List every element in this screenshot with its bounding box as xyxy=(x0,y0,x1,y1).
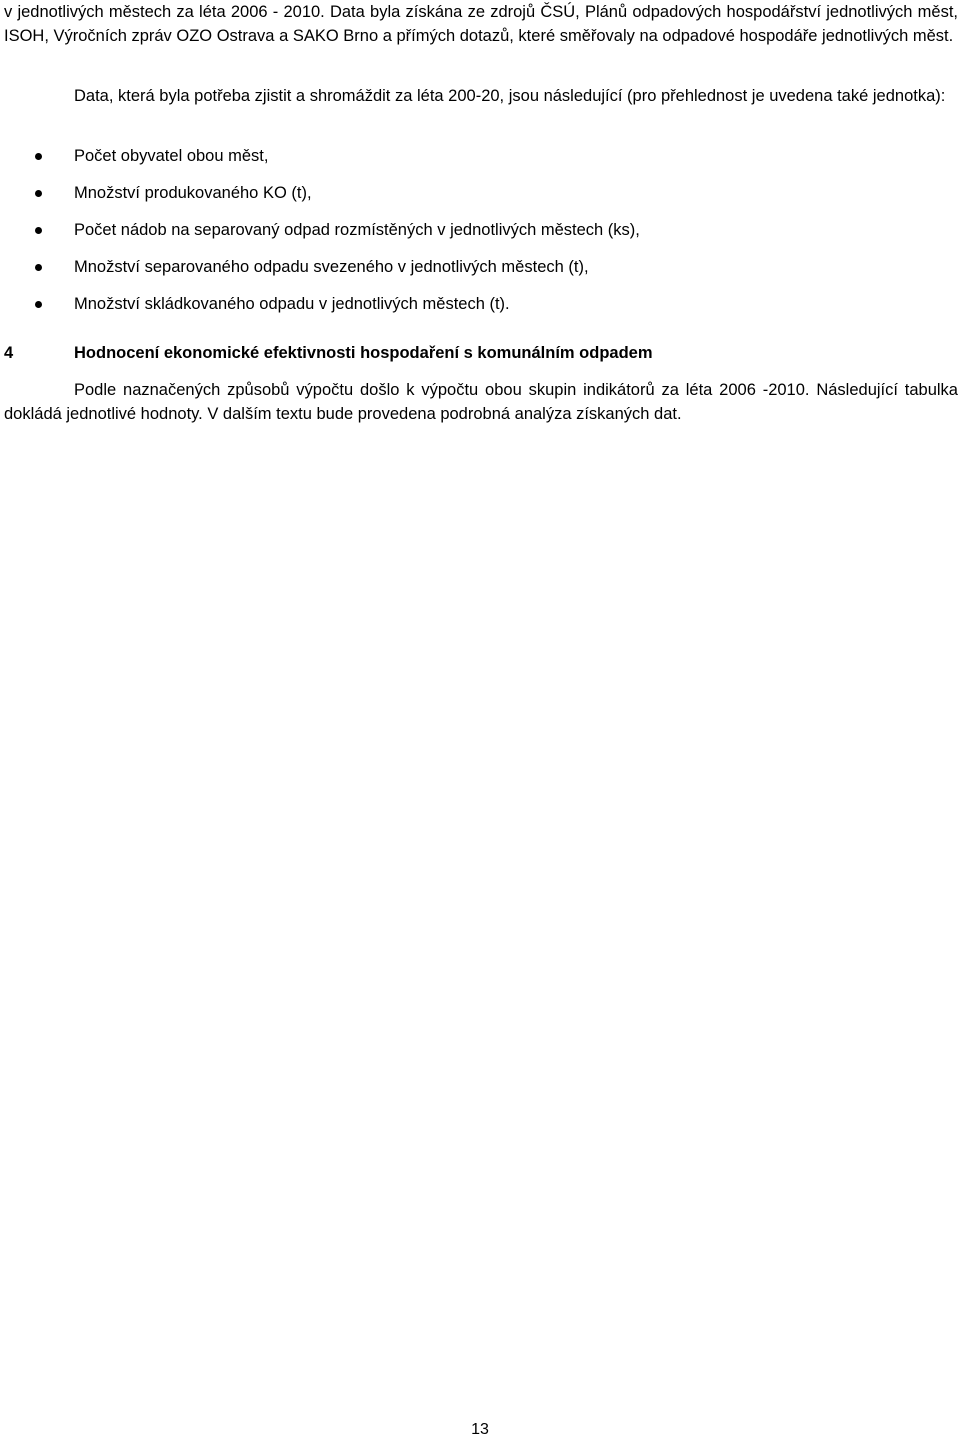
list-item-text: Množství separovaného odpadu svezeného v jednotlivých městech (t), xyxy=(74,258,589,276)
page-number: 13 xyxy=(471,1421,489,1438)
intro-paragraph: v jednotlivých městech za léta 2006 - 2010. Data byla získána ze zdrojů ČSÚ, Plánů odpadových hospodářství jednotlivých měst, ISOH, Výročních zpráv OZO Ostrava a SAKO Brno a přímých dotazů, které směřovaly na odpadové hospodáře jednotlivých měst. xyxy=(4,3,958,45)
data-requirements-paragraph: Data, která byla potřeba zjistit a shromáždit za léta 200-20, jsou následující (pro přehlednost je uvedena také jednotka): xyxy=(74,87,946,105)
bullet-icon xyxy=(35,190,42,197)
bullet-icon xyxy=(35,264,42,271)
list-item xyxy=(0,181,960,218)
section-title: Hodnocení ekonomické efektivnosti hospodaření s komunálním odpadem xyxy=(74,344,653,362)
data-requirements-list xyxy=(0,144,960,329)
section-paragraph: Podle naznačených způsobů výpočtu došlo k výpočtu obou skupin indikátorů za léta 2006 -2010. Následující tabulka dokládá jednotlivé hodnoty. V dalším textu bude provedena podrobná analýza získaných dat. xyxy=(4,381,958,423)
list-item xyxy=(0,218,960,255)
section-heading xyxy=(0,341,960,367)
list-item-text: Množství skládkovaného odpadu v jednotlivých městech (t). xyxy=(74,295,510,313)
bullet-icon xyxy=(35,301,42,308)
list-item xyxy=(0,255,960,292)
list-item-text: Počet nádob na separovaný odpad rozmístěných v jednotlivých městech (ks), xyxy=(74,221,640,239)
section-number: 4 xyxy=(4,344,14,362)
bullet-icon xyxy=(35,227,42,234)
list-item-text: Množství produkovaného KO (t), xyxy=(74,184,312,202)
bullet-icon xyxy=(35,153,42,160)
list-item-text: Počet obyvatel obou měst, xyxy=(74,147,269,165)
list-item xyxy=(0,292,960,329)
list-item xyxy=(0,144,960,181)
